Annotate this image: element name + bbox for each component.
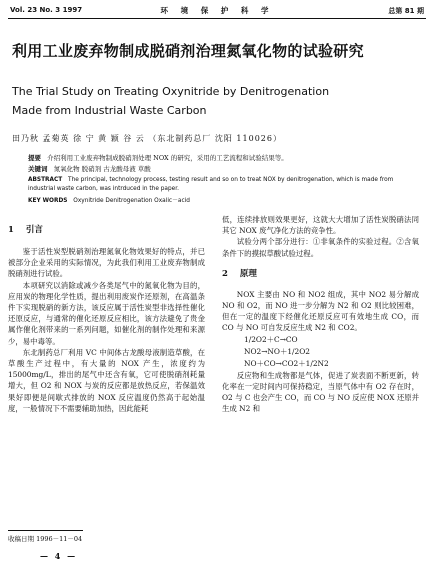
abstract-en <box>28 176 413 194</box>
equation-3: NO＋CO→CO2＋1/2N2 <box>244 358 329 368</box>
intro-paragraph-3: 东北制药总厂利用 VC 中间体古龙酸母液制造草酸，在草酸生产过程中，有大量的 NOX 产生，浓度约为 15000mg/L，排出的尾气中还含有氧，它可使脱硝剂耗量增大，但 O2 和 NOX 与炭的反应都是放热反应，若保温效果好即便是间歇式排放的 NOX 反应温度仍然高于起始温度，一般情况下不需要辅助加热，因此能耗 <box>8 347 205 413</box>
keywords-cn-text: 氮氧化物 脱硝剂 古龙酸母液 草酸 <box>53 165 151 173</box>
abstract-cn <box>28 153 413 164</box>
volume-info: Vol. 23 No. 3 1997 <box>10 6 83 14</box>
section-1-title: 引言 <box>25 225 43 235</box>
abstract-en-label: ABSTRACT <box>28 177 63 183</box>
paper-title-cn: 利用工业废弃物制成脱硝剂治理氮氧化物的试验研究 <box>12 42 364 60</box>
section-1-heading <box>8 224 205 236</box>
intro-paragraph-1: 鉴于活性炭型脱硝剂治理氮氧化物效果好的特点，并已被部分企业采用的实际情况，为此我们利用工业废弃物制成脱硝剂进行试验。 <box>8 247 205 279</box>
left-column <box>8 214 205 414</box>
keywords-cn-label: 关键词 <box>28 165 48 173</box>
equation-2: NO2→NO＋1/2O2 <box>244 346 310 356</box>
keywords-cn <box>28 164 413 175</box>
section-1-number: 1 <box>8 225 14 235</box>
right-paragraph-2: 试验分两个部分进行：①非氧条件的实验过程。②含氧条件下的摸拟草酸试验过程。 <box>222 237 419 258</box>
header-rule <box>8 18 426 19</box>
principle-paragraph-2: 反应物和生成物都是气体，促进了炭表面不断更新，转化率在一定时间内可保持稳定，当原气体中有 O2 存在时，O2 与 C 也会产生 CO，而 CO 与 NO 反应使 NOX 还原并生成 N2 和 <box>222 370 419 414</box>
issue-info: 总第 81 期 <box>388 7 424 15</box>
authors-line: 田乃秋 孟菊英 徐 宁 黄 颖 谷 云 （东北制药总厂 沈阳 110026） <box>12 134 282 143</box>
abstract-block <box>28 153 413 207</box>
keywords-en-text: Oxynitride Denitrogenation Oxalic－acid <box>73 198 190 204</box>
journal-name: 环 境 保 护 科 学 <box>160 6 274 15</box>
section-2-title: 原理 <box>239 268 257 279</box>
equation-1: 1/2O2＋C→CO <box>244 334 298 344</box>
abstract-cn-label: 提要 <box>28 154 41 162</box>
intro-paragraph-2: 本项研究以消除或减少各类尾气中的氮氧化物为目的，应用炭的物理化学性质，提出利用废炭作还原剂，在高温条件下实现脱硝的新方法，该反应属于活性炭型非选择性催化还原反应，与通常的催化还原反应相比，该方法避免了贵金属作催化剂带来的一系列问题，如催化剂的制作处理和来源少，易中毒等。 <box>8 280 205 346</box>
right-column <box>222 214 419 414</box>
abstract-cn-text: 介绍利用工业废弃物制成脱硝剂处理 NOX 的研究，采用的工艺流程和试验结果等。 <box>47 154 288 162</box>
section-2-heading <box>222 268 419 280</box>
page-number: — 4 — <box>40 551 78 561</box>
title-en-line2: Made from Industrial Waste Carbon <box>12 104 207 117</box>
received-date: 收稿日期 1996－11－04 <box>8 530 83 543</box>
section-2-number: 2 <box>222 268 228 279</box>
keywords-en-label: KEY WORDS <box>28 198 68 204</box>
principle-paragraph-1: NOX 主要由 NO 和 NO2 组成，其中 NO2 易分解成 NO 和 O2，而 NO 进一步分解为 N2 和 O2 则比较困难，但在一定的温度下经催化还原反应可有效地生成 CO，而 CO 与 NO 可自发反应生成 N2 和 CO2。 <box>222 289 419 333</box>
running-header <box>10 4 424 18</box>
abstract-en-text: The principal, technology process, testing result and so on to treat NOX by denitrogenation, which is made from industrial waste carbon, was intrduced in the paper. <box>28 177 394 192</box>
keywords-en <box>28 196 413 207</box>
paper-title-en <box>12 82 412 120</box>
right-paragraph-1: 低，连续排放则效果更好，这就大大增加了活性炭脱硝法同其它 NOX 废气净化方法的竞争性。 <box>222 215 419 236</box>
title-en-line1: The Trial Study on Treating Oxynitride by Denitrogenation <box>12 85 330 98</box>
